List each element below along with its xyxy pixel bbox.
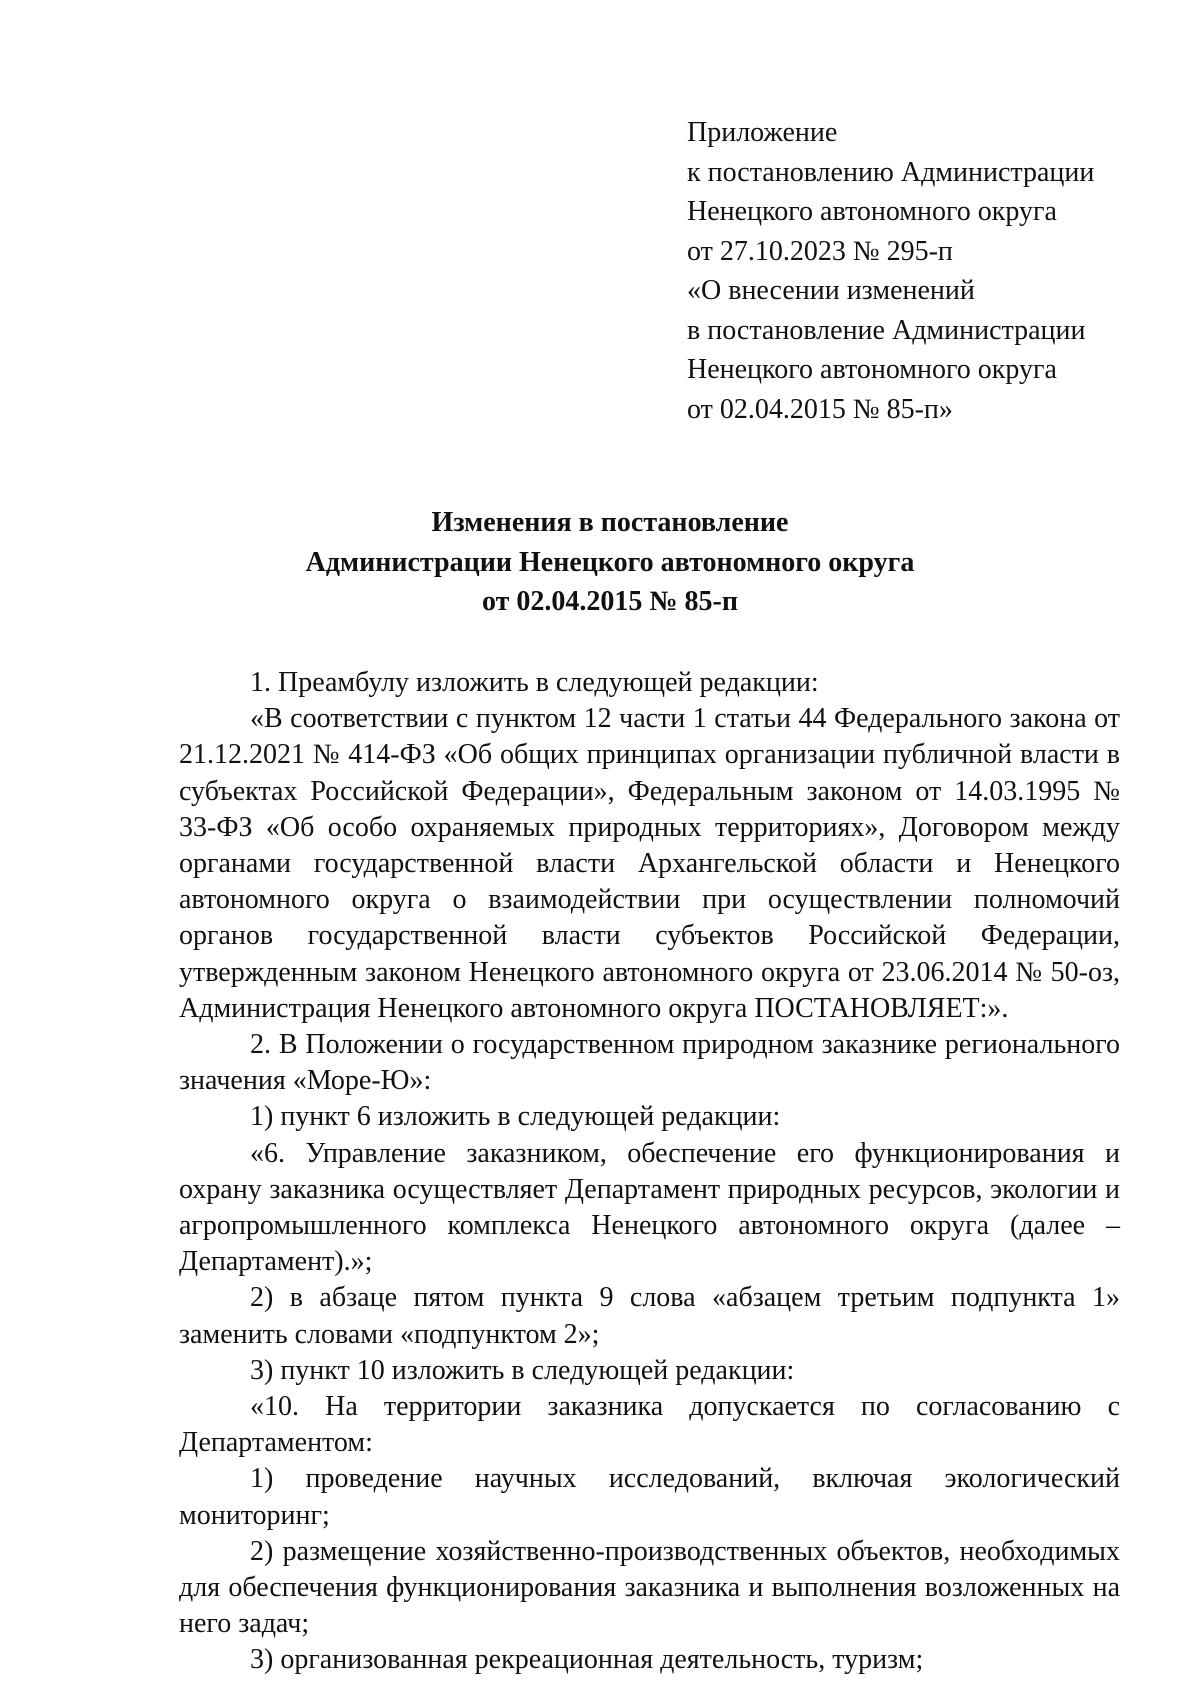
paragraph: «В соответствии с пунктом 12 части 1 статьи 44 Федерального закона от 21.12.2021 № 414-ФЗ «Об общих принципах организации публичной власти в субъектах Российской Федерации», Федеральным законом от 14.03.1995 № 33-ФЗ «Об особо охраняемых природных территориях», Договором между органами государственной власти Архангельской области и Ненецкого автономного округа о взаимодействии при осуществлении полномочий органов государственной власти субъектов Российской Федерации, утвержденным законом Ненецкого автономного округа от 23.06.2014 № 50-оз, Администрация Ненецкого автономного округа ПОСТАНОВЛЯЕТ:».: [179, 703, 1120, 1024]
paragraph: «6. Управление заказником, обеспечение его функционирования и охрану заказника осуществляет Департамент природных ресурсов, экологии и агропромышленного комплекса Ненецкого автономного округа (далее – Департамент).»;: [179, 1137, 1120, 1278]
appendix-line: от 02.04.2015 № 85-п»: [687, 393, 953, 425]
appendix-line: от 27.10.2023 № 295-п: [687, 235, 953, 267]
title-line: от 02.04.2015 № 85-п: [482, 586, 738, 617]
paragraph: 2) в абзаце пятом пункта 9 слова «абзацем третьим подпункта 1» заменить словами «подпунктом 2»;: [179, 1282, 1120, 1350]
appendix-line: «О внесении изменений: [687, 275, 975, 306]
document-body: [179, 665, 1120, 1679]
appendix-block: [687, 113, 1094, 429]
paragraph: 2) размещение хозяйственно-производственных объектов, необходимых для обеспечения функционирования заказника и выполнения возложенных на него задач;: [179, 1535, 1120, 1640]
document-title: [170, 503, 1050, 622]
paragraph: 3) пункт 10 изложить в следующей редакции:: [250, 1354, 795, 1386]
paragraph: 2. В Положении о государственном природном заказнике регионального значения «Море-Ю»:: [179, 1029, 1120, 1097]
appendix-line: Ненецкого автономного округа: [687, 196, 1057, 227]
title-line: Администрации Ненецкого автономного округа: [305, 546, 915, 578]
paragraph: «10. На территории заказника допускается по согласованию с Департаментом:: [179, 1391, 1120, 1459]
title-line: Изменения в постановление: [431, 507, 789, 538]
appendix-line: в постановление Администрации: [687, 314, 1086, 346]
paragraph: 3) организованная рекреационная деятельность, туризм;: [250, 1644, 924, 1676]
paragraph: 1) проведение научных исследований, включая экологический мониторинг;: [179, 1463, 1120, 1531]
paragraph: 1) пункт 6 изложить в следующей редакции:: [250, 1101, 781, 1133]
appendix-line: к постановлению Администрации: [687, 156, 1095, 188]
paragraph: 1. Преамбулу изложить в следующей редакции:: [250, 667, 819, 698]
appendix-line: Ненецкого автономного округа: [687, 354, 1057, 385]
appendix-line: Приложение: [687, 117, 838, 148]
